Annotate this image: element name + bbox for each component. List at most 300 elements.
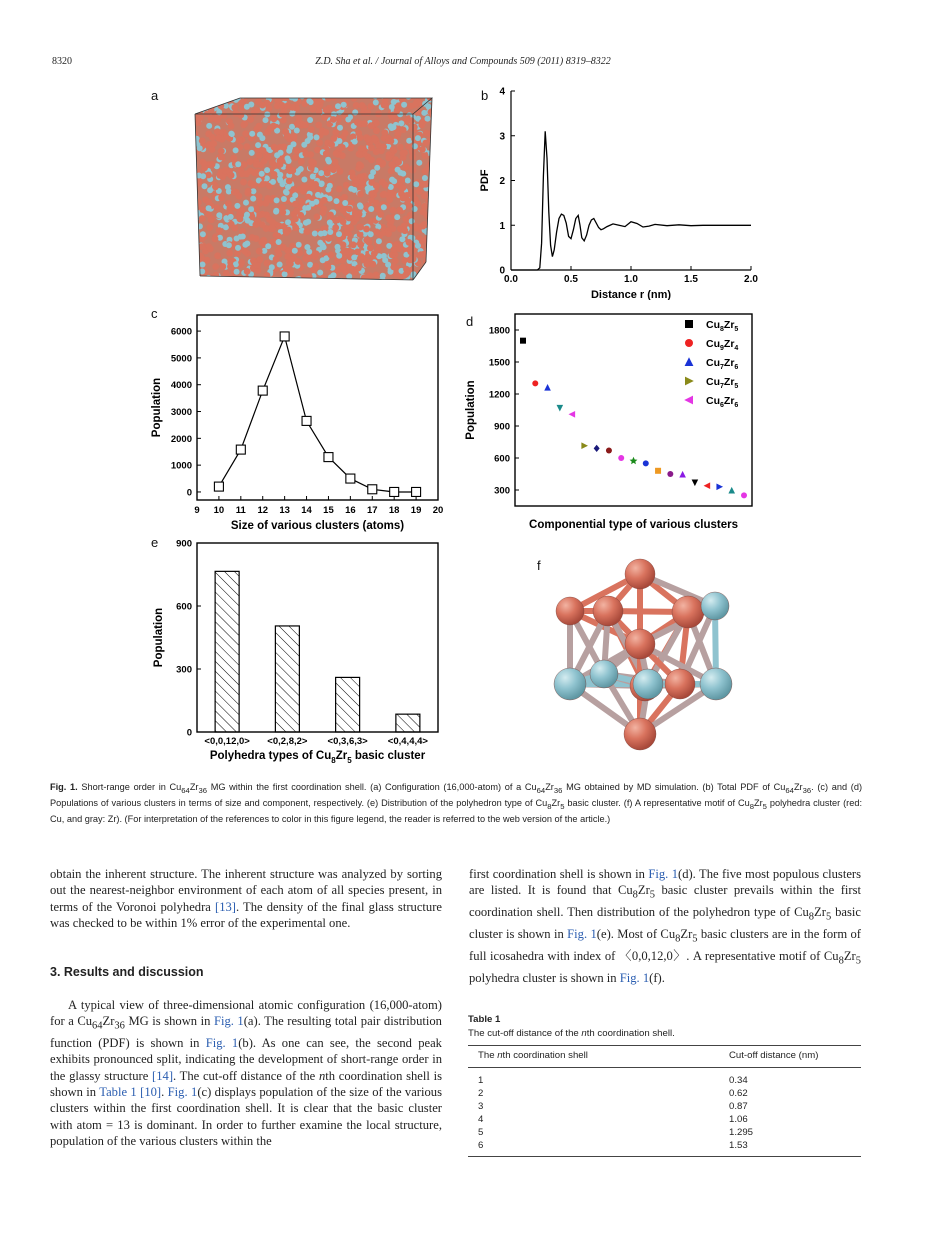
atom	[244, 212, 250, 218]
atom	[280, 144, 287, 151]
atom	[233, 285, 239, 291]
atom	[417, 92, 423, 95]
atom	[223, 270, 230, 277]
atom	[193, 274, 199, 280]
atom	[190, 93, 196, 100]
atom	[226, 118, 233, 125]
atom	[314, 92, 320, 95]
atom	[225, 184, 231, 190]
atom	[199, 138, 206, 145]
atom	[286, 178, 293, 185]
atom	[413, 181, 419, 187]
atom	[201, 165, 208, 172]
x-tick-label: 15	[323, 505, 334, 516]
atom	[302, 151, 309, 158]
atom	[322, 288, 329, 292]
atom	[249, 131, 255, 137]
atom	[432, 211, 438, 217]
atom	[431, 111, 438, 118]
atom	[232, 275, 239, 282]
atom	[208, 93, 215, 100]
x-axis-label: Distance r (nm)	[590, 289, 672, 300]
atom	[237, 92, 244, 98]
atom	[373, 200, 380, 207]
atom	[367, 103, 374, 110]
atom	[387, 279, 393, 285]
atom	[245, 218, 251, 224]
atom	[303, 228, 310, 235]
y-tick-label: 5000	[170, 353, 192, 365]
atom	[427, 231, 434, 238]
atom	[421, 192, 428, 199]
data-point	[704, 482, 711, 489]
atom	[292, 248, 298, 254]
atom	[276, 278, 283, 285]
atom	[209, 146, 216, 153]
atom	[265, 286, 272, 292]
zr-atom	[700, 668, 732, 700]
atom	[437, 147, 440, 153]
atom	[352, 109, 358, 115]
fig1-link[interactable]: Fig. 1	[205, 1036, 239, 1051]
atom	[371, 250, 378, 257]
atom	[206, 205, 212, 211]
bar	[396, 714, 420, 732]
atom	[396, 245, 403, 252]
atom	[263, 117, 269, 123]
fig1-link[interactable]: Fig. 1	[213, 1014, 244, 1029]
atom	[226, 92, 233, 96]
atom	[336, 138, 342, 144]
atom	[313, 250, 320, 257]
atom	[314, 214, 321, 221]
atom	[388, 161, 395, 168]
data-point	[346, 474, 355, 483]
chart-pdf	[470, 85, 770, 300]
x-tick-label: <0,2,8,2>	[267, 736, 308, 747]
atom	[285, 219, 291, 225]
data-point	[684, 396, 693, 405]
atom	[292, 216, 299, 223]
atom	[393, 289, 400, 293]
atom	[374, 206, 381, 213]
atom	[422, 280, 429, 287]
y-axis-label: Population	[465, 380, 477, 440]
atom	[420, 289, 426, 292]
atom	[210, 287, 217, 292]
atom	[310, 106, 317, 113]
atom	[191, 201, 197, 207]
atom	[359, 102, 366, 109]
atom	[206, 224, 213, 231]
atom	[336, 186, 343, 193]
atom	[406, 281, 413, 288]
atom	[334, 198, 340, 204]
atom	[190, 196, 196, 203]
atom	[278, 150, 284, 156]
atom	[205, 172, 212, 179]
atom	[259, 135, 265, 141]
atom	[393, 282, 399, 288]
data-point	[618, 455, 624, 461]
atom	[209, 100, 216, 107]
atom	[423, 212, 430, 219]
atom	[403, 164, 410, 171]
atom	[417, 251, 424, 258]
atom	[364, 109, 371, 116]
data-point	[606, 448, 612, 454]
atom	[390, 263, 397, 270]
atom	[342, 247, 349, 254]
y-tick-label: 1500	[488, 357, 510, 369]
atom	[429, 266, 436, 273]
journal-reference: Z.D. Sha et al. / Journal of Alloys and Compounds 509 (2011) 8319–8322	[315, 56, 611, 67]
atom	[358, 204, 364, 210]
atom	[243, 170, 250, 177]
atom	[403, 266, 410, 273]
plot-frame	[197, 315, 438, 500]
x-tick-label: 0.0	[504, 274, 518, 285]
legend-label: $Cu_6Zr_6$	[706, 395, 739, 409]
atom	[430, 227, 436, 233]
data-point	[557, 405, 564, 412]
atom	[267, 125, 274, 132]
atom	[371, 280, 378, 287]
atom	[256, 212, 263, 219]
atom	[234, 269, 240, 275]
atom	[229, 280, 236, 287]
atom	[247, 158, 254, 165]
x-tick-label: 17	[366, 505, 378, 516]
atom	[399, 236, 405, 242]
data-point	[685, 339, 693, 347]
atom	[196, 285, 203, 292]
atom	[434, 286, 440, 292]
atom	[408, 103, 415, 110]
atom	[343, 92, 350, 97]
atom	[286, 158, 292, 164]
atom	[429, 282, 436, 289]
atom	[328, 92, 335, 96]
atom	[363, 237, 370, 244]
fig1-link[interactable]: Fig. 1	[619, 970, 650, 985]
atom	[433, 159, 439, 165]
atom	[271, 144, 278, 151]
atom	[233, 282, 240, 289]
atom	[282, 271, 288, 277]
atom	[342, 130, 349, 137]
atom	[414, 200, 421, 207]
atom	[422, 152, 429, 159]
atom	[368, 231, 374, 237]
cu-atom	[624, 718, 656, 750]
atom	[420, 92, 426, 96]
y-tick-label: 1200	[488, 389, 510, 401]
atom	[238, 259, 245, 266]
atom	[251, 182, 258, 189]
atom	[260, 181, 267, 188]
atom	[214, 128, 221, 135]
atom	[207, 187, 213, 193]
atom	[430, 182, 436, 188]
paragraph-clusters: first coordination shell is shown in Fig. 1(d). The five most populous clusters are listed. It is found that $Cu_8Zr_5$ basic cluster prevails within the first coordination shell. Then distribution of the polyhedron type of $Cu_8Zr_5$ basic cluster is shown in Fig. 1(e). Most of $Cu_8Zr_5$ basic clusters are in the form of full icosahedra with index of 〈0,0,12,0〉. A representative motif of $Cu_8Zr_5$ polyhedra cluster is shown in Fig. 1(f).	[469, 867, 862, 985]
atom	[235, 92, 241, 97]
atom	[208, 98, 214, 104]
atom	[432, 130, 438, 136]
atom	[259, 102, 266, 109]
atom	[361, 274, 368, 281]
atom	[310, 174, 316, 180]
zr-atom	[633, 669, 663, 699]
atom	[281, 196, 287, 202]
atom	[331, 278, 338, 285]
atom	[249, 284, 256, 291]
atom	[227, 263, 234, 270]
atom	[233, 110, 240, 117]
atom	[241, 288, 247, 292]
fig1-link[interactable]: Fig. 1	[648, 867, 678, 881]
atom	[328, 251, 335, 258]
atom	[368, 157, 375, 164]
atom	[284, 190, 290, 196]
atom	[390, 112, 397, 119]
atom	[190, 276, 195, 283]
atom	[234, 203, 240, 209]
atom	[425, 116, 431, 122]
data-point	[324, 453, 333, 462]
atom	[416, 160, 422, 166]
y-tick-label: 1000	[170, 460, 192, 472]
panel-label-d: d	[466, 314, 474, 329]
y-tick-label: 2000	[170, 433, 192, 445]
paragraph-inherent-structure: obtain the inherent structure. The inherent structure was analyzed by sorting out the nearest-neighbor environment of each atom of all species present, in terms of the Voronoi polyhedra [13]. The density of the final glass structure was checked to be within 1% error of the experimental one.	[50, 867, 442, 930]
atom	[357, 191, 364, 198]
data-point	[741, 492, 747, 498]
ref-10-link[interactable]: [10]	[140, 1085, 162, 1099]
atom	[199, 215, 206, 222]
atom	[433, 251, 439, 257]
cluster-size-line	[219, 336, 416, 492]
atom	[244, 268, 251, 275]
atom	[318, 231, 324, 237]
x-tick-label: 20	[432, 505, 444, 516]
atom	[207, 288, 213, 292]
atom	[327, 92, 334, 97]
atom	[254, 262, 261, 269]
atom	[391, 124, 397, 130]
cu-atom	[593, 596, 623, 626]
data-point	[667, 471, 673, 477]
atom	[215, 135, 222, 142]
y-tick-label: 900	[494, 421, 510, 433]
atom	[232, 225, 239, 232]
atom	[312, 263, 319, 270]
atom	[238, 277, 244, 283]
atom	[389, 177, 395, 183]
atom	[256, 123, 263, 130]
atom	[218, 194, 225, 201]
atom	[256, 92, 263, 98]
ref-13-link[interactable]: [13]	[215, 899, 236, 914]
atom	[241, 277, 248, 284]
atom	[430, 237, 437, 244]
atom	[262, 286, 268, 292]
icosahedral-cluster-motif	[540, 556, 745, 756]
x-axis-label: Polyhedra types of $Cu_8Zr_5$ basic cluster	[209, 750, 426, 765]
atom	[216, 227, 223, 234]
atom	[265, 277, 271, 283]
atom	[389, 286, 396, 292]
atom	[361, 120, 368, 127]
atom	[335, 103, 341, 109]
atom	[208, 279, 215, 286]
atom	[406, 239, 413, 246]
atom	[369, 286, 375, 292]
atom	[347, 281, 354, 288]
atom	[216, 109, 222, 115]
atom	[276, 239, 282, 245]
panel-label-b: b	[481, 88, 489, 103]
atom	[368, 206, 374, 212]
atom	[210, 140, 217, 147]
x-tick-label: 0.5	[564, 274, 578, 285]
atom	[251, 169, 258, 176]
y-axis-label: PDF	[479, 169, 491, 192]
fig1-link[interactable]: Fig. 1	[567, 926, 597, 941]
atom	[313, 279, 320, 286]
atom	[232, 286, 239, 292]
atom	[267, 288, 274, 292]
atom	[192, 271, 199, 278]
atom	[190, 288, 196, 292]
atom	[430, 164, 436, 170]
atom	[197, 223, 203, 229]
atom	[231, 104, 238, 111]
atom	[273, 209, 279, 215]
atom	[218, 154, 225, 161]
atom	[356, 224, 363, 231]
atom	[425, 164, 432, 171]
atom	[353, 102, 360, 109]
table-header-distance: Cut-off distance (nm)	[719, 1046, 861, 1068]
atom	[235, 161, 241, 167]
atom	[266, 105, 273, 112]
cu-atom	[672, 596, 704, 628]
atom	[416, 188, 423, 195]
atom	[436, 129, 440, 135]
atom	[243, 200, 249, 206]
atom	[276, 223, 283, 230]
bar	[336, 677, 360, 732]
table-caption: The cut-off distance of the nth coordination shell.	[468, 1028, 675, 1039]
bar	[215, 571, 239, 732]
atom	[385, 230, 392, 237]
atom	[337, 168, 344, 175]
atom	[240, 234, 246, 240]
atom	[423, 130, 430, 137]
atom	[292, 201, 299, 208]
atom	[332, 129, 339, 136]
atom	[234, 250, 241, 257]
atom	[432, 107, 439, 114]
atom	[327, 212, 334, 219]
atom	[292, 96, 298, 102]
atom	[285, 184, 291, 190]
atom	[368, 190, 375, 197]
atom	[434, 205, 440, 212]
y-tick-label: 6000	[170, 326, 192, 338]
atom	[357, 134, 364, 141]
atom	[304, 92, 310, 95]
atom	[214, 288, 221, 292]
atom	[305, 194, 312, 201]
ref-14-link[interactable]: [14]	[152, 1068, 174, 1083]
atom	[332, 282, 338, 288]
atom	[235, 282, 242, 289]
atom	[286, 280, 293, 287]
data-point	[716, 484, 723, 491]
atom	[436, 97, 440, 103]
atom	[298, 198, 305, 205]
x-tick-label: <0,3,6,3>	[327, 736, 368, 747]
table-row: 2 0.62	[478, 1088, 748, 1099]
cu-atom	[665, 669, 695, 699]
atom	[315, 283, 321, 289]
atom	[388, 138, 395, 145]
atom	[193, 181, 200, 188]
atom	[322, 284, 329, 291]
atom	[435, 104, 440, 111]
atom	[305, 219, 311, 225]
atom	[298, 283, 305, 290]
atom	[244, 143, 251, 150]
atom	[323, 150, 330, 157]
atom	[373, 100, 379, 106]
atom	[409, 166, 416, 173]
atom	[437, 269, 440, 275]
atom	[390, 146, 397, 153]
atom	[228, 172, 235, 179]
atom	[209, 93, 216, 100]
atom	[242, 281, 249, 288]
data-point	[655, 468, 661, 474]
atom	[200, 231, 206, 237]
atom	[205, 131, 212, 138]
y-tick-label: 1	[499, 220, 505, 232]
atom	[380, 273, 386, 279]
atom	[436, 214, 440, 221]
table1-link[interactable]: Table 1	[99, 1085, 137, 1099]
atom	[434, 92, 440, 99]
table-row: 1 0.34	[478, 1075, 748, 1086]
atom	[341, 92, 348, 98]
data-point	[280, 332, 289, 341]
cu-atom	[625, 559, 655, 589]
atom	[190, 139, 196, 145]
atom	[286, 148, 292, 154]
atom	[321, 197, 328, 204]
atom	[208, 215, 215, 222]
atom	[390, 207, 397, 214]
atom	[249, 150, 255, 156]
atom	[399, 185, 406, 192]
atom	[289, 111, 295, 117]
fig1-link[interactable]: Fig. 1	[167, 1085, 198, 1099]
atom	[374, 165, 380, 171]
atom	[264, 272, 271, 279]
atom	[422, 181, 429, 188]
atom	[285, 102, 292, 109]
